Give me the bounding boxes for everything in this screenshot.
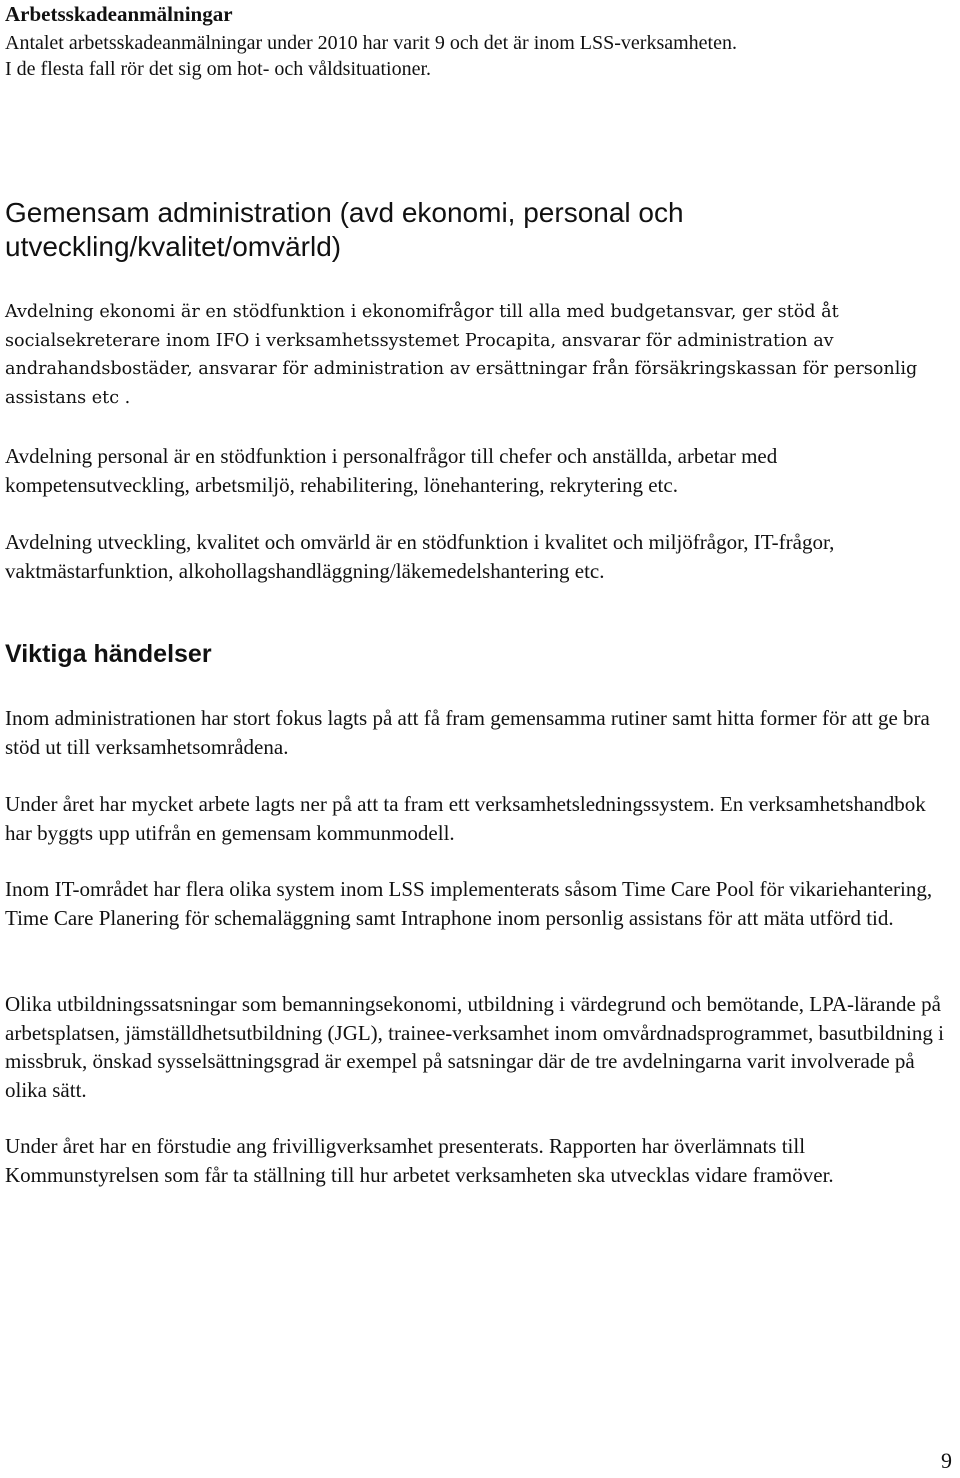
section-title-arbetsskadeanmalningar: Arbetsskadeanmälningar — [5, 2, 233, 26]
paragraph-arbetsskador-line-1: Antalet arbetsskadeanmälningar under 2010 har varit 9 och det är inom LSS-verksamheten. — [5, 32, 737, 54]
paragraph-avdelning-personal: Avdelning personal är en stödfunktion i personalfrågor till chefer och anställda, arbetar med kompetensutveckling, arbetsmiljö, rehabilitering, lönehantering, rekrytering etc. — [5, 444, 778, 497]
paragraph-avdelning-ekonomi: Avdelning ekonomi är en stödfunktion i ekonomifrågor till alla med budgetansvar, ger stöd åt socialsekreterare inom IFO i verksamhetssystemet Procapita, ansvarar för administration av andrahandsbostäder, ansvarar för administration av ersättningar från försäkringskassan för personlig assistans etc . — [5, 302, 918, 408]
paragraph-it-omradet: Inom IT-området har flera olika system inom LSS implementerats såsom Time Care Pool för vikariehantering, Time Care Planering för schemaläggning samt Intraphone inom personlig assistans för att mäta utförd tid. — [5, 877, 933, 930]
heading-viktiga-handelser: Viktiga händelser — [5, 640, 212, 668]
page-number: 9 — [941, 1448, 952, 1473]
paragraph-avdelning-utveckling: Avdelning utveckling, kvalitet och omvärld är en stödfunktion i kvalitet och miljöfrågor, IT-frågor, vaktmästarfunktion, alkohollagshandläggning/läkemedelshantering etc. — [5, 530, 835, 583]
paragraph-arbetsskador-line-2: I de flesta fall rör det sig om hot- och våldsituationer. — [5, 58, 431, 80]
paragraph-frivilligverksamhet: Under året har en förstudie ang frivilligverksamhet presenterats. Rapporten har överlämnats till Kommunstyrelsen som får ta ställning till hur arbetet verksamheten ska utvecklas vidare framöver. — [5, 1134, 834, 1187]
paragraph-verksamhetsledningssystem: Under året har mycket arbete lagts ner på att ta fram ett verksamhetsledningssystem. En verksamhetshandbok har byggts upp utifrån en gemensam kommunmodell. — [5, 792, 926, 845]
paragraph-gemensamma-rutiner: Inom administrationen har stort fokus lagts på att få fram gemensamma rutiner samt hitta former för att ge bra stöd ut till verksamhetsområdena. — [5, 706, 930, 759]
heading-gemensam-administration: Gemensam administration (avd ekonomi, personal och utveckling/kvalitet/omvärld) — [5, 197, 684, 262]
paragraph-utbildningssatsningar: Olika utbildningssatsningar som bemanningsekonomi, utbildning i värdegrund och bemötande, LPA-lärande på arbetsplatsen, jämställdhetsutbildning (JGL), trainee-verksamhet inom omvårdnadsprogrammet, basutbildning i missbruk, önskad sysselsättningsgrad är exempel på satsningar där de tre avdelningarna varit involverade på olika sätt. — [5, 992, 944, 1102]
